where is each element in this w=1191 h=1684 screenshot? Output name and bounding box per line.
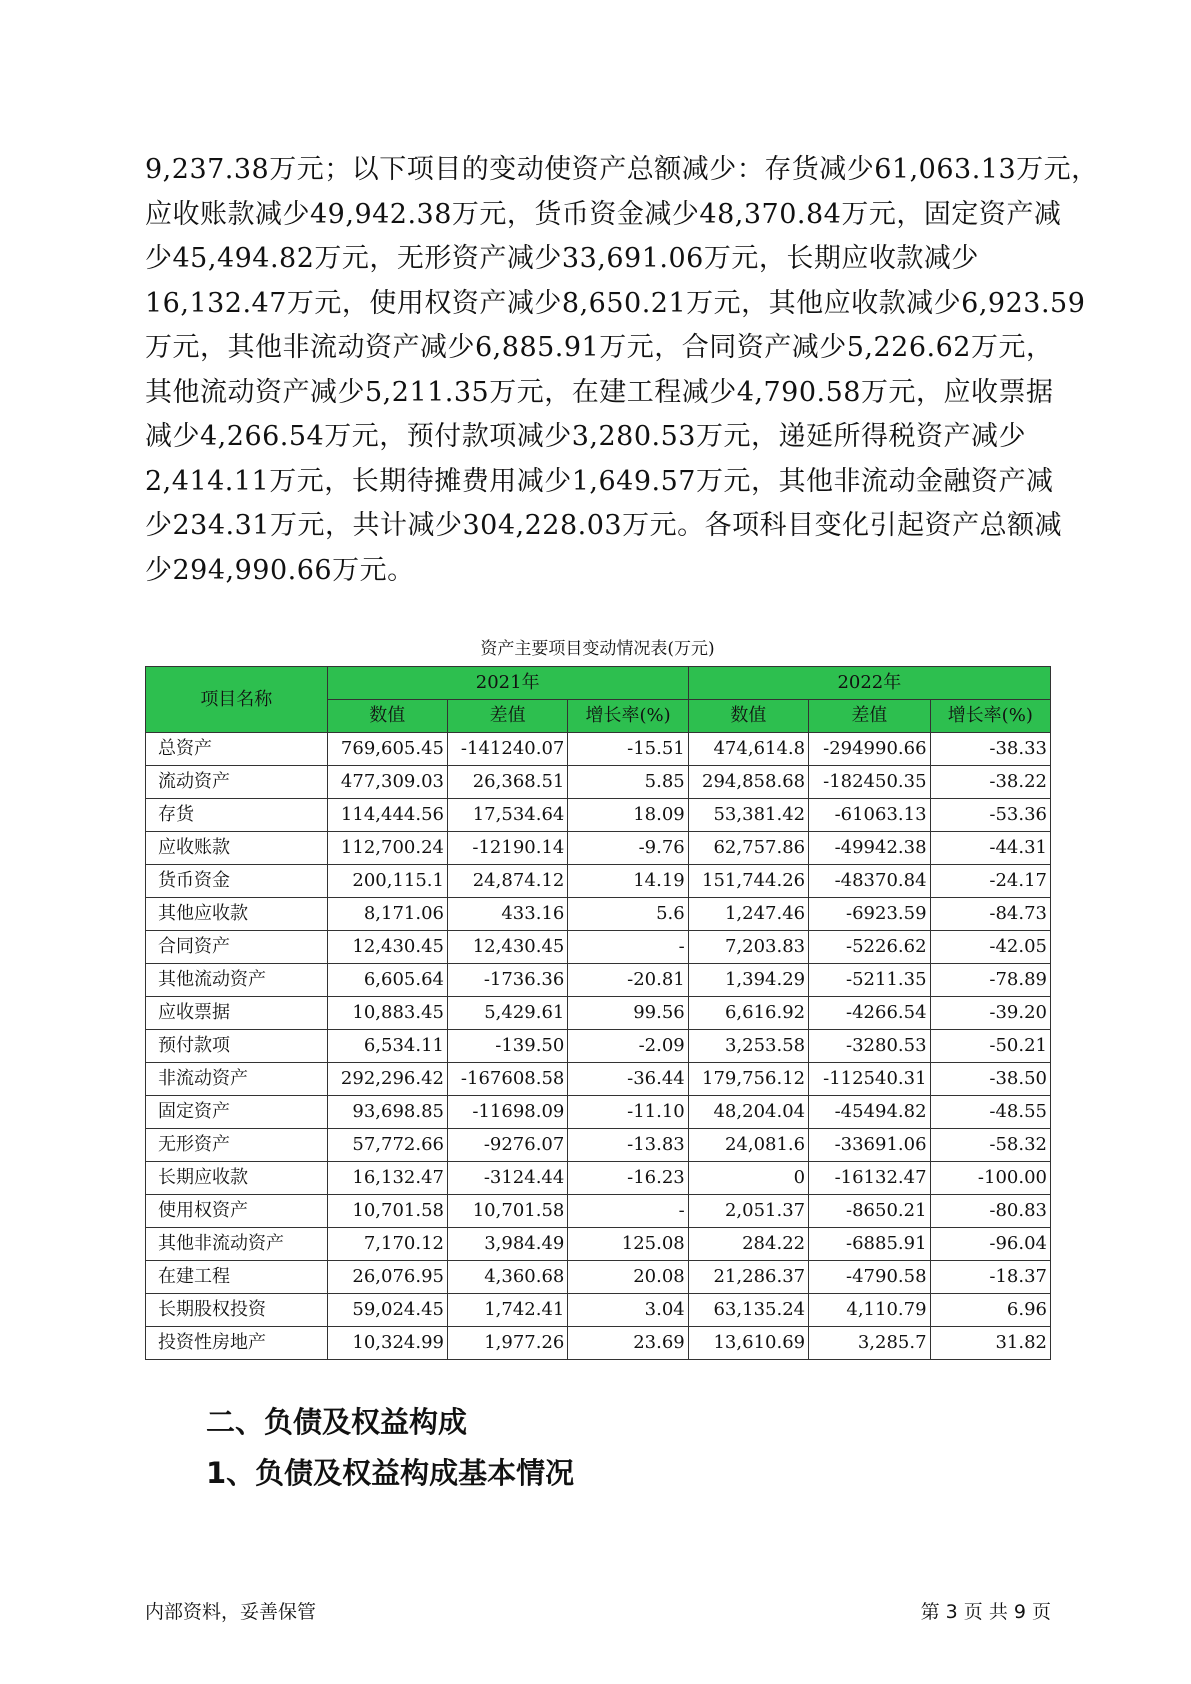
cell-value-2022: 62,757.86 [688, 832, 808, 865]
cell-growth-2021: 5.6 [568, 898, 688, 931]
cell-item-name: 固定资产 [146, 1096, 328, 1129]
cell-value-2021: 10,883.45 [327, 997, 447, 1030]
cell-value-2022: 151,744.26 [688, 865, 808, 898]
cell-growth-2021: -15.51 [568, 733, 688, 766]
paragraph-line: 万元，其他非流动资产减少6,885.91万元，合同资产减少5,226.62万元， [145, 332, 1054, 363]
table-row [146, 1129, 1051, 1162]
cell-item-name: 其他应收款 [146, 898, 328, 931]
cell-growth-2022: -48.55 [930, 1096, 1050, 1129]
paragraph-line: 其他流动资产减少5,211.35万元，在建工程减少4,790.58万元，应收票据 [145, 376, 1054, 408]
header-year-2021: 2021年 [327, 667, 688, 700]
table-row [146, 1030, 1051, 1063]
section-heading: 二、负债及权益构成 [206, 1405, 468, 1439]
paragraph-line: 2,414.11万元，长期待摊费用减少1,649.57万元，其他非流动金融资产减 [145, 465, 1054, 497]
table-row [146, 898, 1051, 931]
cell-value-2021: 12,430.45 [327, 931, 447, 964]
cell-value-2021: 769,605.45 [327, 733, 447, 766]
cell-diff-2021: 5,429.61 [447, 997, 567, 1030]
table-row [146, 997, 1051, 1030]
cell-diff-2021: 1,977.26 [447, 1327, 567, 1360]
cell-growth-2022: -84.73 [930, 898, 1050, 931]
subheader-value-2021: 数值 [327, 700, 447, 733]
cell-item-name: 长期应收款 [146, 1162, 328, 1195]
subheader-diff-2022: 差值 [809, 700, 930, 733]
cell-diff-2021: 1,742.41 [447, 1294, 567, 1327]
cell-value-2022: 24,081.6 [688, 1129, 808, 1162]
body-paragraph [145, 148, 1099, 593]
cell-value-2021: 292,296.42 [327, 1063, 447, 1096]
cell-diff-2021: 10,701.58 [447, 1195, 567, 1228]
table-row [146, 931, 1051, 964]
table-row [146, 964, 1051, 997]
cell-diff-2022: -48370.84 [809, 865, 930, 898]
cell-diff-2022: -45494.82 [809, 1096, 930, 1129]
cell-growth-2022: -96.04 [930, 1228, 1050, 1261]
header-year-2022: 2022年 [688, 667, 1050, 700]
cell-value-2022: 63,135.24 [688, 1294, 808, 1327]
cell-diff-2022: -4790.58 [809, 1261, 930, 1294]
cell-item-name: 货币资金 [146, 865, 328, 898]
cell-item-name: 其他非流动资产 [146, 1228, 328, 1261]
cell-diff-2021: -167608.58 [447, 1063, 567, 1096]
subsection-heading: 1、负债及权益构成基本情况 [206, 1456, 575, 1490]
cell-diff-2021: -141240.07 [447, 733, 567, 766]
cell-value-2022: 294,858.68 [688, 766, 808, 799]
cell-diff-2021: -139.50 [447, 1030, 567, 1063]
cell-growth-2022: 31.82 [930, 1327, 1050, 1360]
cell-growth-2022: -38.33 [930, 733, 1050, 766]
cell-growth-2021: 5.85 [568, 766, 688, 799]
cell-diff-2022: -4266.54 [809, 997, 930, 1030]
cell-diff-2022: -5211.35 [809, 964, 930, 997]
cell-growth-2022: -50.21 [930, 1030, 1050, 1063]
table-body [146, 733, 1051, 1360]
table-row [146, 1294, 1051, 1327]
cell-item-name: 应收票据 [146, 997, 328, 1030]
cell-growth-2021: 23.69 [568, 1327, 688, 1360]
cell-value-2021: 477,309.03 [327, 766, 447, 799]
subheader-value-2022: 数值 [688, 700, 808, 733]
paragraph-line: 少45,494.82万元，无形资产减少33,691.06万元，长期应收款减少 [145, 243, 979, 274]
table-row [146, 1063, 1051, 1096]
cell-item-name: 无形资产 [146, 1129, 328, 1162]
cell-value-2022: 284.22 [688, 1228, 808, 1261]
cell-diff-2022: -5226.62 [809, 931, 930, 964]
table-row [146, 1261, 1051, 1294]
cell-item-name: 总资产 [146, 733, 328, 766]
cell-value-2021: 10,324.99 [327, 1327, 447, 1360]
cell-value-2022: 1,394.29 [688, 964, 808, 997]
cell-item-name: 存货 [146, 799, 328, 832]
cell-diff-2021: -3124.44 [447, 1162, 567, 1195]
cell-growth-2022: -53.36 [930, 799, 1050, 832]
cell-value-2021: 6,605.64 [327, 964, 447, 997]
cell-growth-2022: -24.17 [930, 865, 1050, 898]
cell-value-2021: 6,534.11 [327, 1030, 447, 1063]
table-row [146, 733, 1051, 766]
table-caption: 资产主要项目变动情况表(万元) [480, 639, 715, 659]
cell-diff-2021: 24,874.12 [447, 865, 567, 898]
cell-value-2021: 16,132.47 [327, 1162, 447, 1195]
paragraph-line: 16,132.47万元，使用权资产减少8,650.21万元，其他应收款减少6,923.59 [145, 287, 1086, 319]
cell-growth-2022: -58.32 [930, 1129, 1050, 1162]
cell-growth-2022: -38.22 [930, 766, 1050, 799]
cell-diff-2021: 433.16 [447, 898, 567, 931]
cell-item-name: 预付款项 [146, 1030, 328, 1063]
asset-changes-table [145, 666, 1051, 1360]
cell-growth-2022: -18.37 [930, 1261, 1050, 1294]
cell-item-name: 在建工程 [146, 1261, 328, 1294]
cell-item-name: 流动资产 [146, 766, 328, 799]
cell-diff-2021: 26,368.51 [447, 766, 567, 799]
paragraph-line: 减少4,266.54万元，预付款项减少3,280.53万元，递延所得税资产减少 [145, 421, 1026, 452]
table-row [146, 832, 1051, 865]
table-row [146, 1195, 1051, 1228]
cell-diff-2021: 3,984.49 [447, 1228, 567, 1261]
cell-diff-2021: 17,534.64 [447, 799, 567, 832]
cell-growth-2021: -11.10 [568, 1096, 688, 1129]
cell-diff-2022: 4,110.79 [809, 1294, 930, 1327]
cell-growth-2022: -44.31 [930, 832, 1050, 865]
footer-page-number: 第 3 页 共 9 页 [920, 1601, 1051, 1623]
table-row [146, 1228, 1051, 1261]
cell-growth-2022: -80.83 [930, 1195, 1050, 1228]
cell-diff-2022: -8650.21 [809, 1195, 930, 1228]
subheader-growth-2022: 增长率(%) [930, 700, 1050, 733]
cell-diff-2022: -182450.35 [809, 766, 930, 799]
cell-item-name: 使用权资产 [146, 1195, 328, 1228]
cell-growth-2021: -13.83 [568, 1129, 688, 1162]
cell-growth-2022: -42.05 [930, 931, 1050, 964]
cell-growth-2021: 18.09 [568, 799, 688, 832]
cell-value-2021: 200,115.1 [327, 865, 447, 898]
cell-value-2022: 179,756.12 [688, 1063, 808, 1096]
cell-growth-2021: -9.76 [568, 832, 688, 865]
subheader-diff-2021: 差值 [447, 700, 567, 733]
cell-diff-2021: 12,430.45 [447, 931, 567, 964]
cell-item-name: 其他流动资产 [146, 964, 328, 997]
cell-value-2022: 0 [688, 1162, 808, 1195]
subheader-growth-2021: 增长率(%) [568, 700, 688, 733]
cell-diff-2022: -3280.53 [809, 1030, 930, 1063]
cell-value-2022: 7,203.83 [688, 931, 808, 964]
cell-item-name: 合同资产 [146, 931, 328, 964]
cell-value-2021: 57,772.66 [327, 1129, 447, 1162]
cell-item-name: 非流动资产 [146, 1063, 328, 1096]
paragraph-line: 少294,990.66万元。 [145, 554, 415, 586]
cell-growth-2021: 20.08 [568, 1261, 688, 1294]
cell-growth-2022: -38.50 [930, 1063, 1050, 1096]
cell-value-2022: 48,204.04 [688, 1096, 808, 1129]
cell-value-2021: 114,444.56 [327, 799, 447, 832]
cell-growth-2021: 99.56 [568, 997, 688, 1030]
cell-diff-2022: -6885.91 [809, 1228, 930, 1261]
cell-value-2022: 2,051.37 [688, 1195, 808, 1228]
cell-growth-2021: -36.44 [568, 1063, 688, 1096]
cell-diff-2022: -49942.38 [809, 832, 930, 865]
cell-diff-2022: -294990.66 [809, 733, 930, 766]
table-row [146, 766, 1051, 799]
paragraph-line: 应收账款减少49,942.38万元，货币资金减少48,370.84万元，固定资产减 [145, 198, 1062, 230]
cell-value-2022: 21,286.37 [688, 1261, 808, 1294]
cell-value-2021: 112,700.24 [327, 832, 447, 865]
cell-growth-2022: -78.89 [930, 964, 1050, 997]
cell-diff-2022: 3,285.7 [809, 1327, 930, 1360]
table-row [146, 1327, 1051, 1360]
cell-value-2021: 93,698.85 [327, 1096, 447, 1129]
cell-item-name: 投资性房地产 [146, 1327, 328, 1360]
header-item-name: 项目名称 [146, 667, 328, 733]
cell-growth-2021: 125.08 [568, 1228, 688, 1261]
cell-value-2022: 6,616.92 [688, 997, 808, 1030]
cell-value-2021: 7,170.12 [327, 1228, 447, 1261]
table-row [146, 865, 1051, 898]
cell-growth-2021: -2.09 [568, 1030, 688, 1063]
cell-growth-2021: -20.81 [568, 964, 688, 997]
cell-diff-2021: 4,360.68 [447, 1261, 567, 1294]
cell-diff-2021: -11698.09 [447, 1096, 567, 1129]
cell-value-2021: 26,076.95 [327, 1261, 447, 1294]
cell-growth-2021: -16.23 [568, 1162, 688, 1195]
footer-confidential-note: 内部资料，妥善保管 [145, 1601, 317, 1623]
cell-value-2022: 3,253.58 [688, 1030, 808, 1063]
cell-growth-2021: - [568, 1195, 688, 1228]
cell-diff-2021: -9276.07 [447, 1129, 567, 1162]
cell-growth-2021: 3.04 [568, 1294, 688, 1327]
cell-diff-2022: -6923.59 [809, 898, 930, 931]
cell-item-name: 应收账款 [146, 832, 328, 865]
cell-growth-2021: 14.19 [568, 865, 688, 898]
cell-value-2022: 474,614.8 [688, 733, 808, 766]
cell-diff-2022: -16132.47 [809, 1162, 930, 1195]
cell-value-2021: 10,701.58 [327, 1195, 447, 1228]
paragraph-line: 9,237.38万元；以下项目的变动使资产总额减少：存货减少61,063.13万元， [145, 154, 1099, 185]
cell-value-2022: 1,247.46 [688, 898, 808, 931]
cell-value-2022: 13,610.69 [688, 1327, 808, 1360]
cell-growth-2022: -39.20 [930, 997, 1050, 1030]
cell-growth-2022: 6.96 [930, 1294, 1050, 1327]
cell-diff-2022: -112540.31 [809, 1063, 930, 1096]
cell-diff-2021: -12190.14 [447, 832, 567, 865]
cell-value-2021: 59,024.45 [327, 1294, 447, 1327]
cell-diff-2022: -33691.06 [809, 1129, 930, 1162]
cell-diff-2021: -1736.36 [447, 964, 567, 997]
cell-item-name: 长期股权投资 [146, 1294, 328, 1327]
cell-growth-2021: - [568, 931, 688, 964]
table-row [146, 1096, 1051, 1129]
cell-growth-2022: -100.00 [930, 1162, 1050, 1195]
paragraph-line: 少234.31万元，共计减少304,228.03万元。各项科目变化引起资产总额减 [145, 510, 1063, 541]
table-row [146, 799, 1051, 832]
cell-diff-2022: -61063.13 [809, 799, 930, 832]
table-row [146, 1162, 1051, 1195]
cell-value-2021: 8,171.06 [327, 898, 447, 931]
cell-value-2022: 53,381.42 [688, 799, 808, 832]
